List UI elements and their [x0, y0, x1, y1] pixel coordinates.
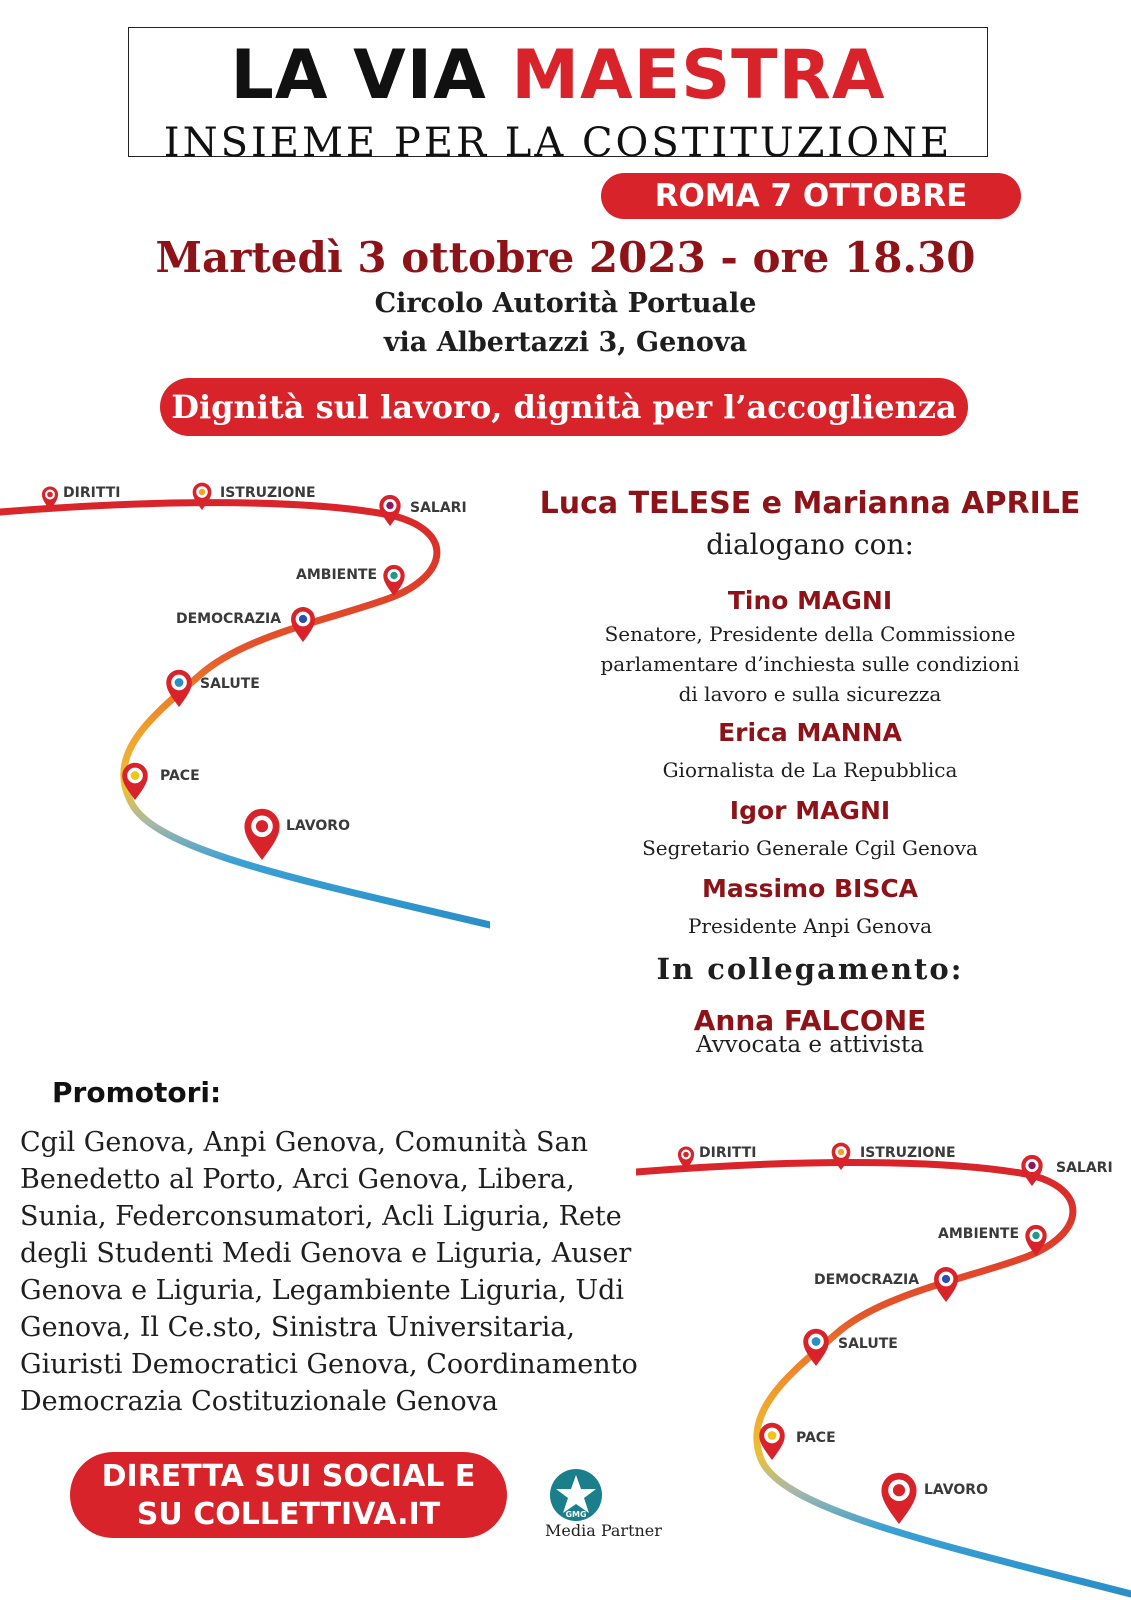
remote-speaker-role: Avvocata e attivista: [696, 1032, 924, 1058]
diretta-line: SU COLLETTIVA.IT: [136, 1497, 441, 1532]
speaker-role: Giornalista de La Repubblica: [662, 758, 958, 782]
promotori-title: Promotori:: [52, 1076, 222, 1109]
title-box: [128, 27, 988, 166]
speaker-role: Segretario Generale Cgil Genova: [642, 836, 978, 860]
route-label-diritti: DIRITTI: [63, 485, 121, 501]
route-label-diritti: DIRITTI: [699, 1145, 757, 1161]
speaker-name: Massimo BISCA: [701, 874, 919, 903]
route-label-pace: PACE: [160, 768, 200, 784]
promotori-line: Benedetto al Porto, Arci Genova, Libera,: [20, 1164, 575, 1195]
diretta-line: DIRETTA SUI SOCIAL E: [101, 1459, 476, 1494]
promotori-line: Genova, Il Ce.sto, Sinistra Universitaria,: [20, 1312, 575, 1343]
route-label-istruzione: ISTRUZIONE: [860, 1145, 956, 1161]
route-label-ambiente: AMBIENTE: [938, 1226, 1020, 1242]
route-label-democrazia: DEMOCRAZIA: [176, 611, 282, 627]
route-label-salute: SALUTE: [200, 676, 260, 692]
pin-icon: [759, 1423, 784, 1460]
speaker-name: Erica MANNA: [718, 718, 902, 747]
venue-name: Circolo Autorità Portuale: [374, 288, 757, 319]
promotori-line: Cgil Genova, Anpi Genova, Comunità San: [20, 1127, 589, 1158]
main-title: [129, 36, 987, 115]
logo-text: GMG: [565, 1510, 587, 1519]
theme-badge: Dignità sul lavoro, dignità per l’accoglienza: [160, 378, 968, 436]
route-map-top: [0, 470, 490, 940]
route-map-bottom: [636, 1124, 1131, 1600]
pin-icon: [379, 495, 400, 526]
remote-heading: In collegamento:: [656, 952, 964, 986]
hosts-intro: dialogano con:: [706, 528, 914, 561]
media-partner-logo-icon: [548, 1467, 604, 1523]
speaker-name: Igor MAGNI: [729, 796, 891, 825]
title-part-la-via: LA VIA: [230, 36, 512, 115]
pin-icon: [934, 1267, 958, 1302]
route-label-democrazia: DEMOCRAZIA: [814, 1272, 920, 1288]
pin-icon: [881, 1473, 916, 1524]
route-label-istruzione: ISTRUZIONE: [220, 485, 316, 501]
promotori-line: Sunia, Federconsumatori, Acli Liguria, Rete: [20, 1201, 622, 1232]
roma-badge: ROMA 7 OTTOBRE: [601, 173, 1021, 219]
speaker-role: Presidente Anpi Genova: [687, 914, 933, 938]
route-label-salari: SALARI: [1056, 1160, 1113, 1176]
promotori-line: Democrazia Costituzionale Genova: [20, 1386, 498, 1417]
route-label-lavoro: LAVORO: [286, 818, 350, 834]
route-label-salute: SALUTE: [838, 1336, 898, 1352]
venue-address: via Albertazzi 3, Genova: [383, 327, 748, 358]
pin-icon: [291, 607, 315, 642]
promotori-list: [20, 1124, 660, 1420]
title-part-maestra: MAESTRA: [511, 36, 886, 115]
speaker-name: Tino MAGNI: [727, 586, 893, 615]
promotori-line: Genova e Liguria, Legambiente Liguria, Udi: [20, 1275, 625, 1306]
remote-speaker-name: Anna FALCONE: [693, 1004, 927, 1037]
subtitle: INSIEME PER LA COSTITUZIONE: [163, 120, 953, 166]
hosts: Luca TELESE e Marianna APRILE: [539, 486, 1081, 521]
promotori-line: Giuristi Democratici Genova, Coordinamento: [20, 1349, 638, 1380]
route-label-pace: PACE: [796, 1430, 836, 1446]
media-partner-label: Media Partner: [545, 1521, 662, 1540]
speaker-role: Senatore, Presidente della Commissione: [604, 622, 1016, 646]
diretta-badge: [70, 1452, 507, 1538]
route-label-lavoro: LAVORO: [924, 1482, 988, 1498]
event-date: Martedì 3 ottobre 2023 - ore 18.30: [155, 233, 976, 282]
route-label-ambiente: AMBIENTE: [296, 567, 378, 583]
route-label-salari: SALARI: [410, 500, 467, 516]
speaker-role: parlamentare d’inchiesta sulle condizioni: [600, 652, 1020, 676]
pin-icon: [244, 809, 279, 860]
speaker-role: di lavoro e sulla sicurezza: [678, 682, 942, 706]
promotori-line: degli Studenti Medi Genova e Liguria, Auser: [20, 1238, 632, 1269]
